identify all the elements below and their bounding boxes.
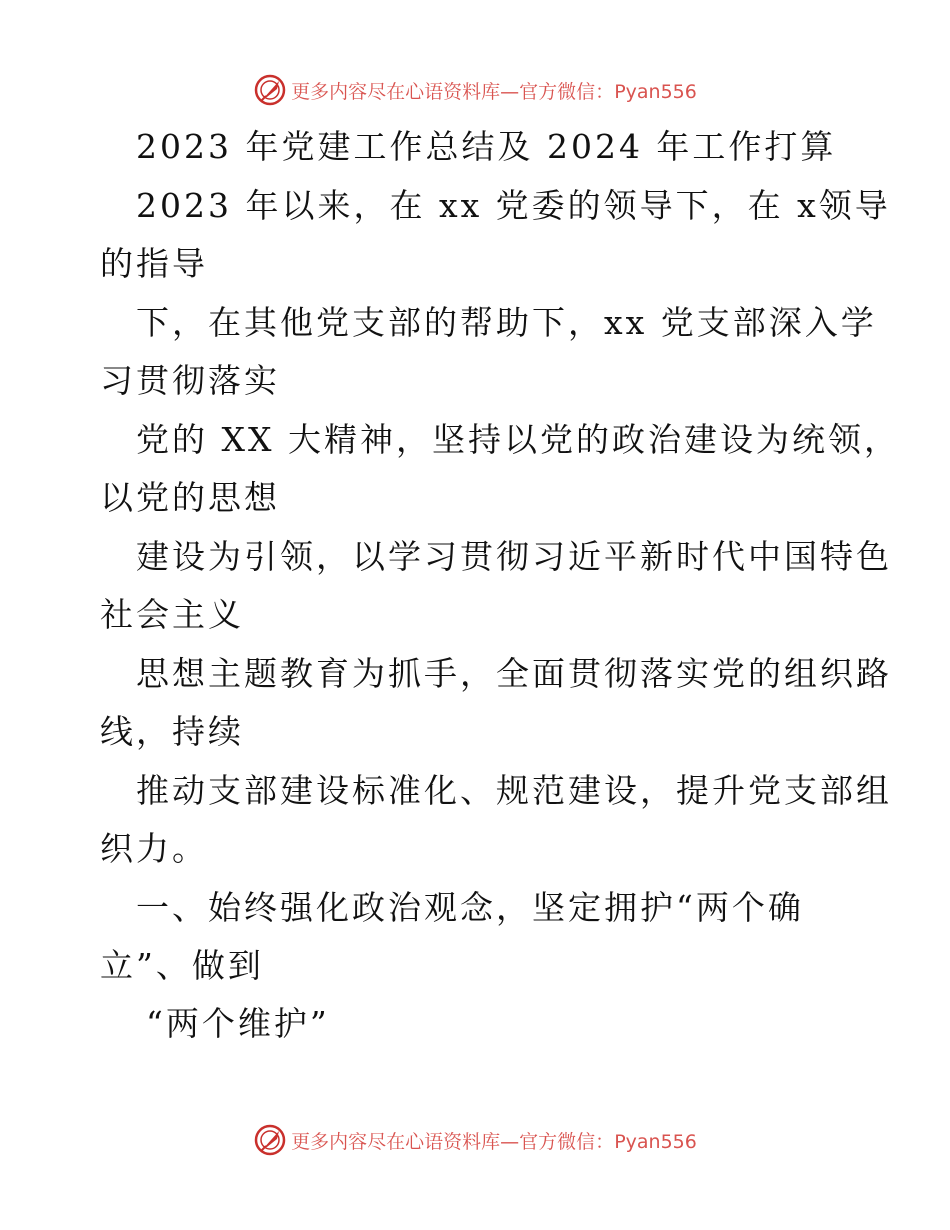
watermark-wechat-id: Pyan556 [614,1130,697,1153]
paragraph-line: 建设为引领，以学习贯彻习近平新时代中国特色 [136,537,892,576]
paragraph-line: 2023 年以来，在 xx 党委的领导下，在 x领导 [136,186,891,225]
paragraph-line: 社会主义 [100,595,244,634]
document-title: 2023 年党建工作总结及 2024 年工作打算 [136,127,837,166]
watermark-main-text: 更多内容尽在心语资料库 [291,80,501,103]
section-heading-line: 一、始终强化政治观念，坚定拥护“两个确 [136,888,804,927]
watermark-main-text: 更多内容尽在心语资料库 [291,1130,501,1153]
section-heading-line: “两个维护” [146,1004,330,1043]
paragraph-line: 下，在其他党支部的帮助下，xx 党支部深入学 [136,303,877,342]
quill-pen-logo-icon [253,1123,287,1157]
watermark-separator: — [500,1130,520,1153]
paragraph-line: 织力。 [100,829,208,868]
watermark-wechat-label: 官方微信： [519,80,615,103]
paragraph-line: 推动支部建设标准化、规范建设，提升党支部组 [136,771,892,810]
paragraph-line: 的指导 [100,244,208,283]
watermark-wechat-label: 官方微信： [519,1130,615,1153]
watermark-wechat-id: Pyan556 [614,80,697,103]
section-heading-line: 立”、做到 [100,946,264,985]
paragraph-line: 线，持续 [100,712,244,751]
footer-watermark-text [291,1127,697,1154]
paragraph-line: 党的 XX 大精神，坚持以党的政治建设为统领， [136,420,900,459]
paragraph-line: 思想主题教育为抓手，全面贯彻落实党的组织路 [136,654,892,693]
watermark-separator: — [500,80,520,103]
paragraph-line: 以党的思想 [100,478,280,517]
paragraph-line: 习贯彻落实 [100,361,280,400]
footer-watermark-banner [0,1120,950,1160]
